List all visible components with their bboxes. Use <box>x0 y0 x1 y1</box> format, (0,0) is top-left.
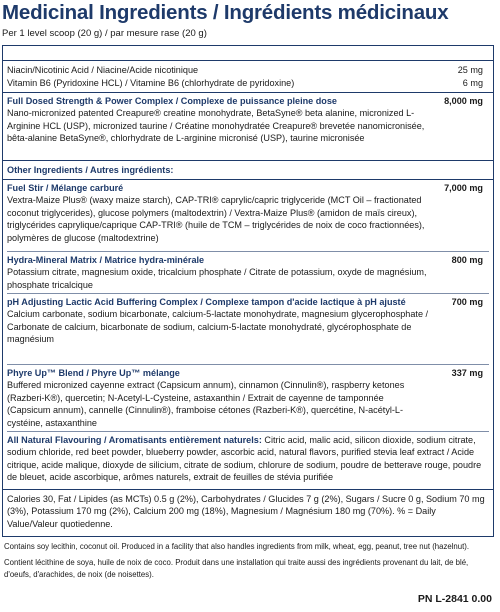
other-ingredients-heading: Other Ingredients / Autres ingrédients: <box>7 165 174 175</box>
full-dosed-section <box>7 95 489 145</box>
divider <box>7 251 489 252</box>
section-description: Nano-micronized patented Creapure® creatine monohydrate, BetaSyne® beta alanine, micronized L-Arginine HCL (USP), micronized taurine / Créatine monohydratée Creapure® brevetée nanomicronisée, bêta-alanine BetaSyne®, chlorhydrate de L-arginine micronisé (USP), taurine micronisée <box>7 108 425 144</box>
divider <box>3 489 493 490</box>
section-amount: 700 mg <box>451 297 483 307</box>
page-title: Medicinal Ingredients / Ingrédients médicinaux <box>2 1 449 24</box>
ingredient-amount: 25 mg <box>457 65 483 75</box>
section-amount: 7,000 mg <box>444 183 483 193</box>
divider <box>7 293 489 294</box>
serving-size: Per 1 level scoop (20 g) / par mesure rase (20 g) <box>2 28 207 39</box>
section-description: Vextra-Maize Plus® (waxy maize starch), CAP-TRI® caprylic/capric triglyceride (MCT Oil – fractionated coconut triglycerides), glucose polymers (maltodextrin) / Vextra-Maize Plus® (amidon de maïs cireux), triglycérides caprylique/caprique CAP-TRI® (huile de TCM – triglycérides de noix de coco fractionnées), polymères de glucose (maltodextrine) <box>7 195 425 243</box>
section-heading: All Natural Flavouring / Aromatisants entièrement naturels: <box>7 435 262 445</box>
hydra-mineral-section <box>7 254 489 291</box>
section-amount: 8,000 mg <box>444 96 483 106</box>
ph-buffer-section <box>7 296 489 346</box>
nutrition-text: Calories 30, Fat / Lipides (as MCTs) 0.5 g (2%), Carbohydrates / Glucides 7 g (2%), Sugars / Sucre 0 g, Sodium 70 mg (3%), Potassium 170 mg (2%), Calcium 200 mg (18%), Magnesium / Magnésium 180 mg (70%). % = Daily Value/Valeur quotiedenne. <box>7 494 485 529</box>
allergen-statement-fr: Contient lécithine de soya, huile de noix de coco. Produit dans une installation qui traite aussi des ingrédients provenant du lait, de blé, d'oeufs, d'arachides, de noix (de noisettes). <box>4 558 469 579</box>
section-amount: 337 mg <box>451 368 483 378</box>
section-heading: pH Adjusting Lactic Acid Buffering Complex / Complexe tampon d'acide lactique à pH ajusté <box>7 297 406 307</box>
phyre-up-section <box>7 367 489 429</box>
medicinal-row <box>7 64 489 76</box>
section-amount: 800 mg <box>451 255 483 265</box>
nutrition-facts <box>7 493 489 530</box>
ingredient-name: Niacin/Nicotinic Acid / Niacine/Acide nicotinique <box>7 65 199 75</box>
divider <box>3 92 493 93</box>
part-number: PN L-2841 0.00 <box>417 593 492 605</box>
flavouring-section <box>7 434 489 484</box>
section-heading: Fuel Stir / Mélange carburé <box>7 183 124 193</box>
divider <box>7 431 489 432</box>
section-heading: Full Dosed Strength & Power Complex / Complexe de puissance pleine dose <box>7 96 337 106</box>
section-description: Calcium carbonate, sodium bicarbonate, calcium-5-lactate monohydrate, magnesium glycerophosphate / Carbonate de calcium, bicarbonate de sodium, calcium-5-lactate monohydraté, glycérophosphate de magnésium <box>7 309 429 345</box>
section-description: Citric acid, malic acid, silicon dioxide, sodium citrate, sodium chloride, red beet powder, blueberry powder, ascorbic acid, natural flavors, purified stevia leaf extract / Acide citrique, acide malique, dioxyde de silicium, citrate de sodium, chlorure de sodium, poudre de betterave rouge, poudre de bleuet, acide ascorbique, arômes naturels, extrait de feuilles de stévia purifiée <box>7 435 482 483</box>
ingredient-amount: 6 mg <box>462 78 483 88</box>
section-description: Potassium citrate, magnesium oxide, tricalcium phosphate / Citrate de potassium, oxyde de magnésium, phosphate tricalcique <box>7 267 427 290</box>
ingredient-name: Vitamin B6 (Pyridoxine HCL) / Vitamine B6 (chlorhydrate de pyridoxine) <box>7 78 295 88</box>
section-heading: Hydra-Mineral Matrix / Matrice hydra-minérale <box>7 255 205 265</box>
divider <box>7 364 489 365</box>
fuel-stir-section <box>7 182 489 244</box>
divider <box>3 60 493 61</box>
section-description: Buffered micronized cayenne extract (Capsicum annum), cinnamon (Cinnulin®), raspberry ketones (Razberi-K®), quercetin; N-Acetyl-L-Cysteine, astaxanthin / Extrait de cayenne de tamponnée (Capsicum annum), cannelle (Cinnulin®), framboise cétones (Razberi-K®), quercétine, N-acétyl-L-cystéine, astaxanthine <box>7 380 405 428</box>
ingredients-panel <box>2 45 494 537</box>
section-heading: Phyre Up™ Blend / Phyre Up™ mélange <box>7 368 180 378</box>
allergen-statement-en: Contains soy lecithin, coconut oil. Produced in a facility that also handles ingredients from milk, wheat, egg, peanut, tree nut (hazelnut). <box>4 542 470 551</box>
divider <box>3 160 493 161</box>
medicinal-row <box>7 77 489 89</box>
divider <box>3 179 493 180</box>
